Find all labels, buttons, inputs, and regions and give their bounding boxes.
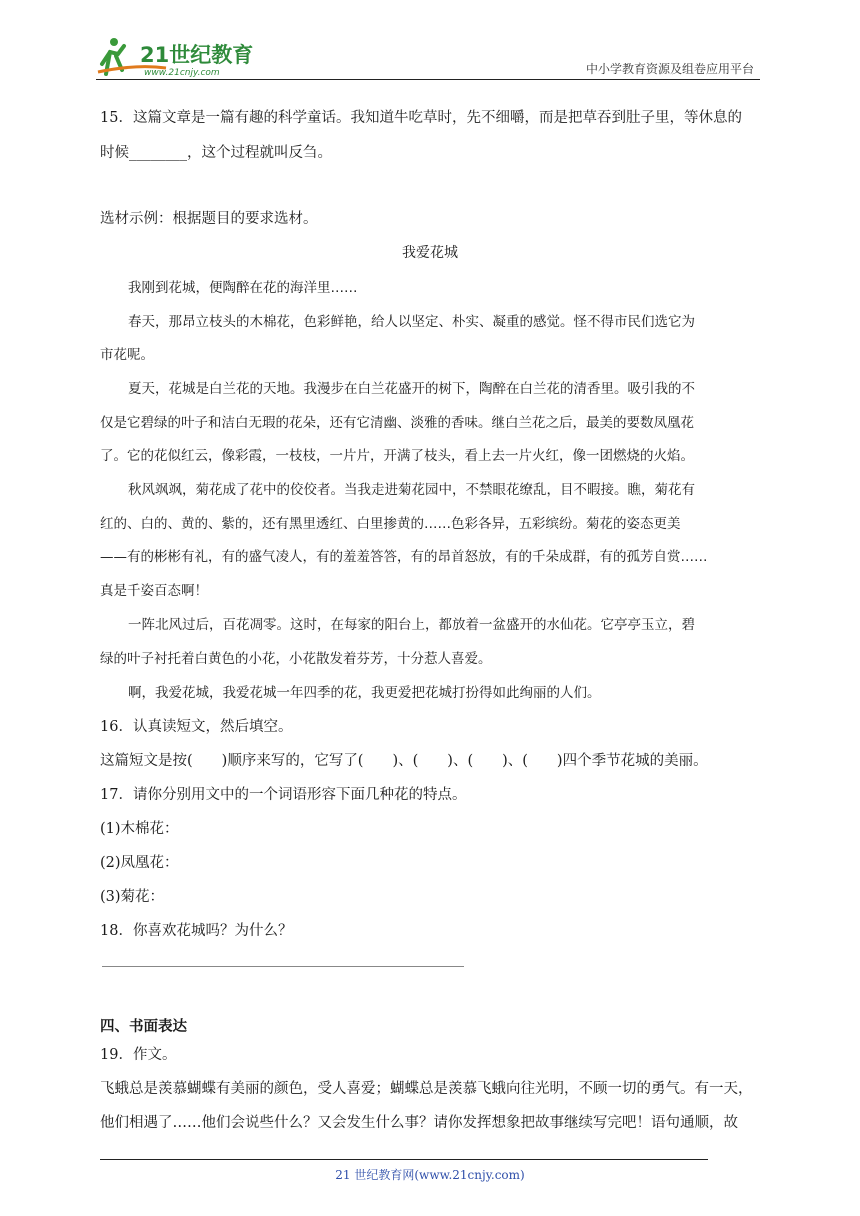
header-divider [96,79,760,80]
q19-line-1: 飞蛾总是羡慕蝴蝶有美丽的颜色，受人喜爱；蝴蝶总是羡慕飞蛾向往光明，不顾一切的勇气。有一天， [100,1081,753,1097]
section-4-heading: 四、书面表达 [100,1018,187,1035]
logo-url: www.21cnjy.com [144,68,220,78]
passage-p1: 我刚到花城，便陶醉在花的海洋里…… [128,280,358,296]
q19-line-2: 他们相遇了……他们会说些什么？又会发生什么事？请你发挥想象把故事继续写完吧！语句通顺，故 [100,1115,738,1131]
q17-item-kapok: (1)木棉花： [100,821,179,837]
passage-p2-line-1: 春天，那昂立枝头的木棉花，色彩鲜艳，给人以坚定、朴实、凝重的感觉。怪不得市民们选它为 [128,314,695,330]
page-footer: 21 世纪教育网(www.21cnjy.com) [335,1168,525,1182]
q17-prompt: 17．请你分别用文中的一个词语形容下面几种花的特点。 [100,787,467,803]
passage-p4-line-3: ——有的彬彬有礼，有的盛气凌人，有的羞羞答答，有的昂首怒放，有的千朵成群，有的孤芳自赏…… [100,549,708,565]
footer-divider [100,1159,708,1160]
passage-p5-line-1: 一阵北风过后，百花凋零。这时，在每家的阳台上，都放着一盆盛开的水仙花。它亭亭玉立，碧 [128,617,695,633]
q15-line-2: 时候________，这个过程就叫反刍。 [100,145,332,161]
passage-p3-line-1: 夏天，花城是白兰花的天地。我漫步在白兰花盛开的树下，陶醉在白兰花的清香里。吸引我的不 [128,381,695,397]
site-logo [96,34,286,78]
page-header [96,34,760,80]
q19-prompt: 19．作文。 [100,1047,177,1063]
answer-line [102,966,464,967]
example-label: 选材示例：根据题目的要求选材。 [100,211,318,227]
passage-p4-line-4: 真是千姿百态啊！ [100,583,208,599]
passage-p4-line-1: 秋风飒飒，菊花成了花中的佼佼者。当我走进菊花园中，不禁眼花缭乱，目不暇接。瞧，菊花有 [128,482,695,498]
platform-name: 中小学教育资源及组卷应用平台 [585,62,754,76]
passage-p6: 啊，我爱花城，我爱花城一年四季的花，我更爱把花城打扮得如此绚丽的人们。 [128,685,601,701]
q17-item-phoenix: (2)凤凰花： [100,855,179,871]
q16-fill-blank: 这篇短文是按( )顺序来写的，它写了( )、( )、( )、( )四个季节花城的美丽。 [100,753,708,769]
passage-p4-line-2: 红的、白的、黄的、紫的，还有黑里透红、白里掺黄的……色彩各异，五彩缤纷。菊花的姿态更美 [100,516,681,532]
passage-p3-line-2: 仅是它碧绿的叶子和洁白无瑕的花朵，还有它清幽、淡雅的香味。继白兰花之后，最美的要数凤凰花 [100,415,694,431]
q17-item-chrysanthemum: (3)菊花： [100,889,165,905]
passage-p5-line-2: 绿的叶子衬托着白黄色的小花，小花散发着芬芳，十分惹人喜爱。 [100,651,492,667]
passage-p3-line-3: 了。它的花似红云，像彩霞，一枝枝，一片片，开满了枝头，看上去一片火红，像一团燃烧的火焰。 [100,448,694,464]
q16-prompt: 16．认真读短文，然后填空。 [100,719,293,735]
passage-title: 我爱花城 [402,245,458,261]
q18-prompt: 18．你喜欢花城吗？为什么？ [100,923,293,939]
passage-p2-line-2: 市花呢。 [100,347,154,363]
logo-text: 21世纪教育 [140,43,254,67]
q15-line-1: 15．这篇文章是一篇有趣的科学童话。我知道牛吃草时，先不细嚼，而是把草吞到肚子里，等休息的 [100,110,742,126]
